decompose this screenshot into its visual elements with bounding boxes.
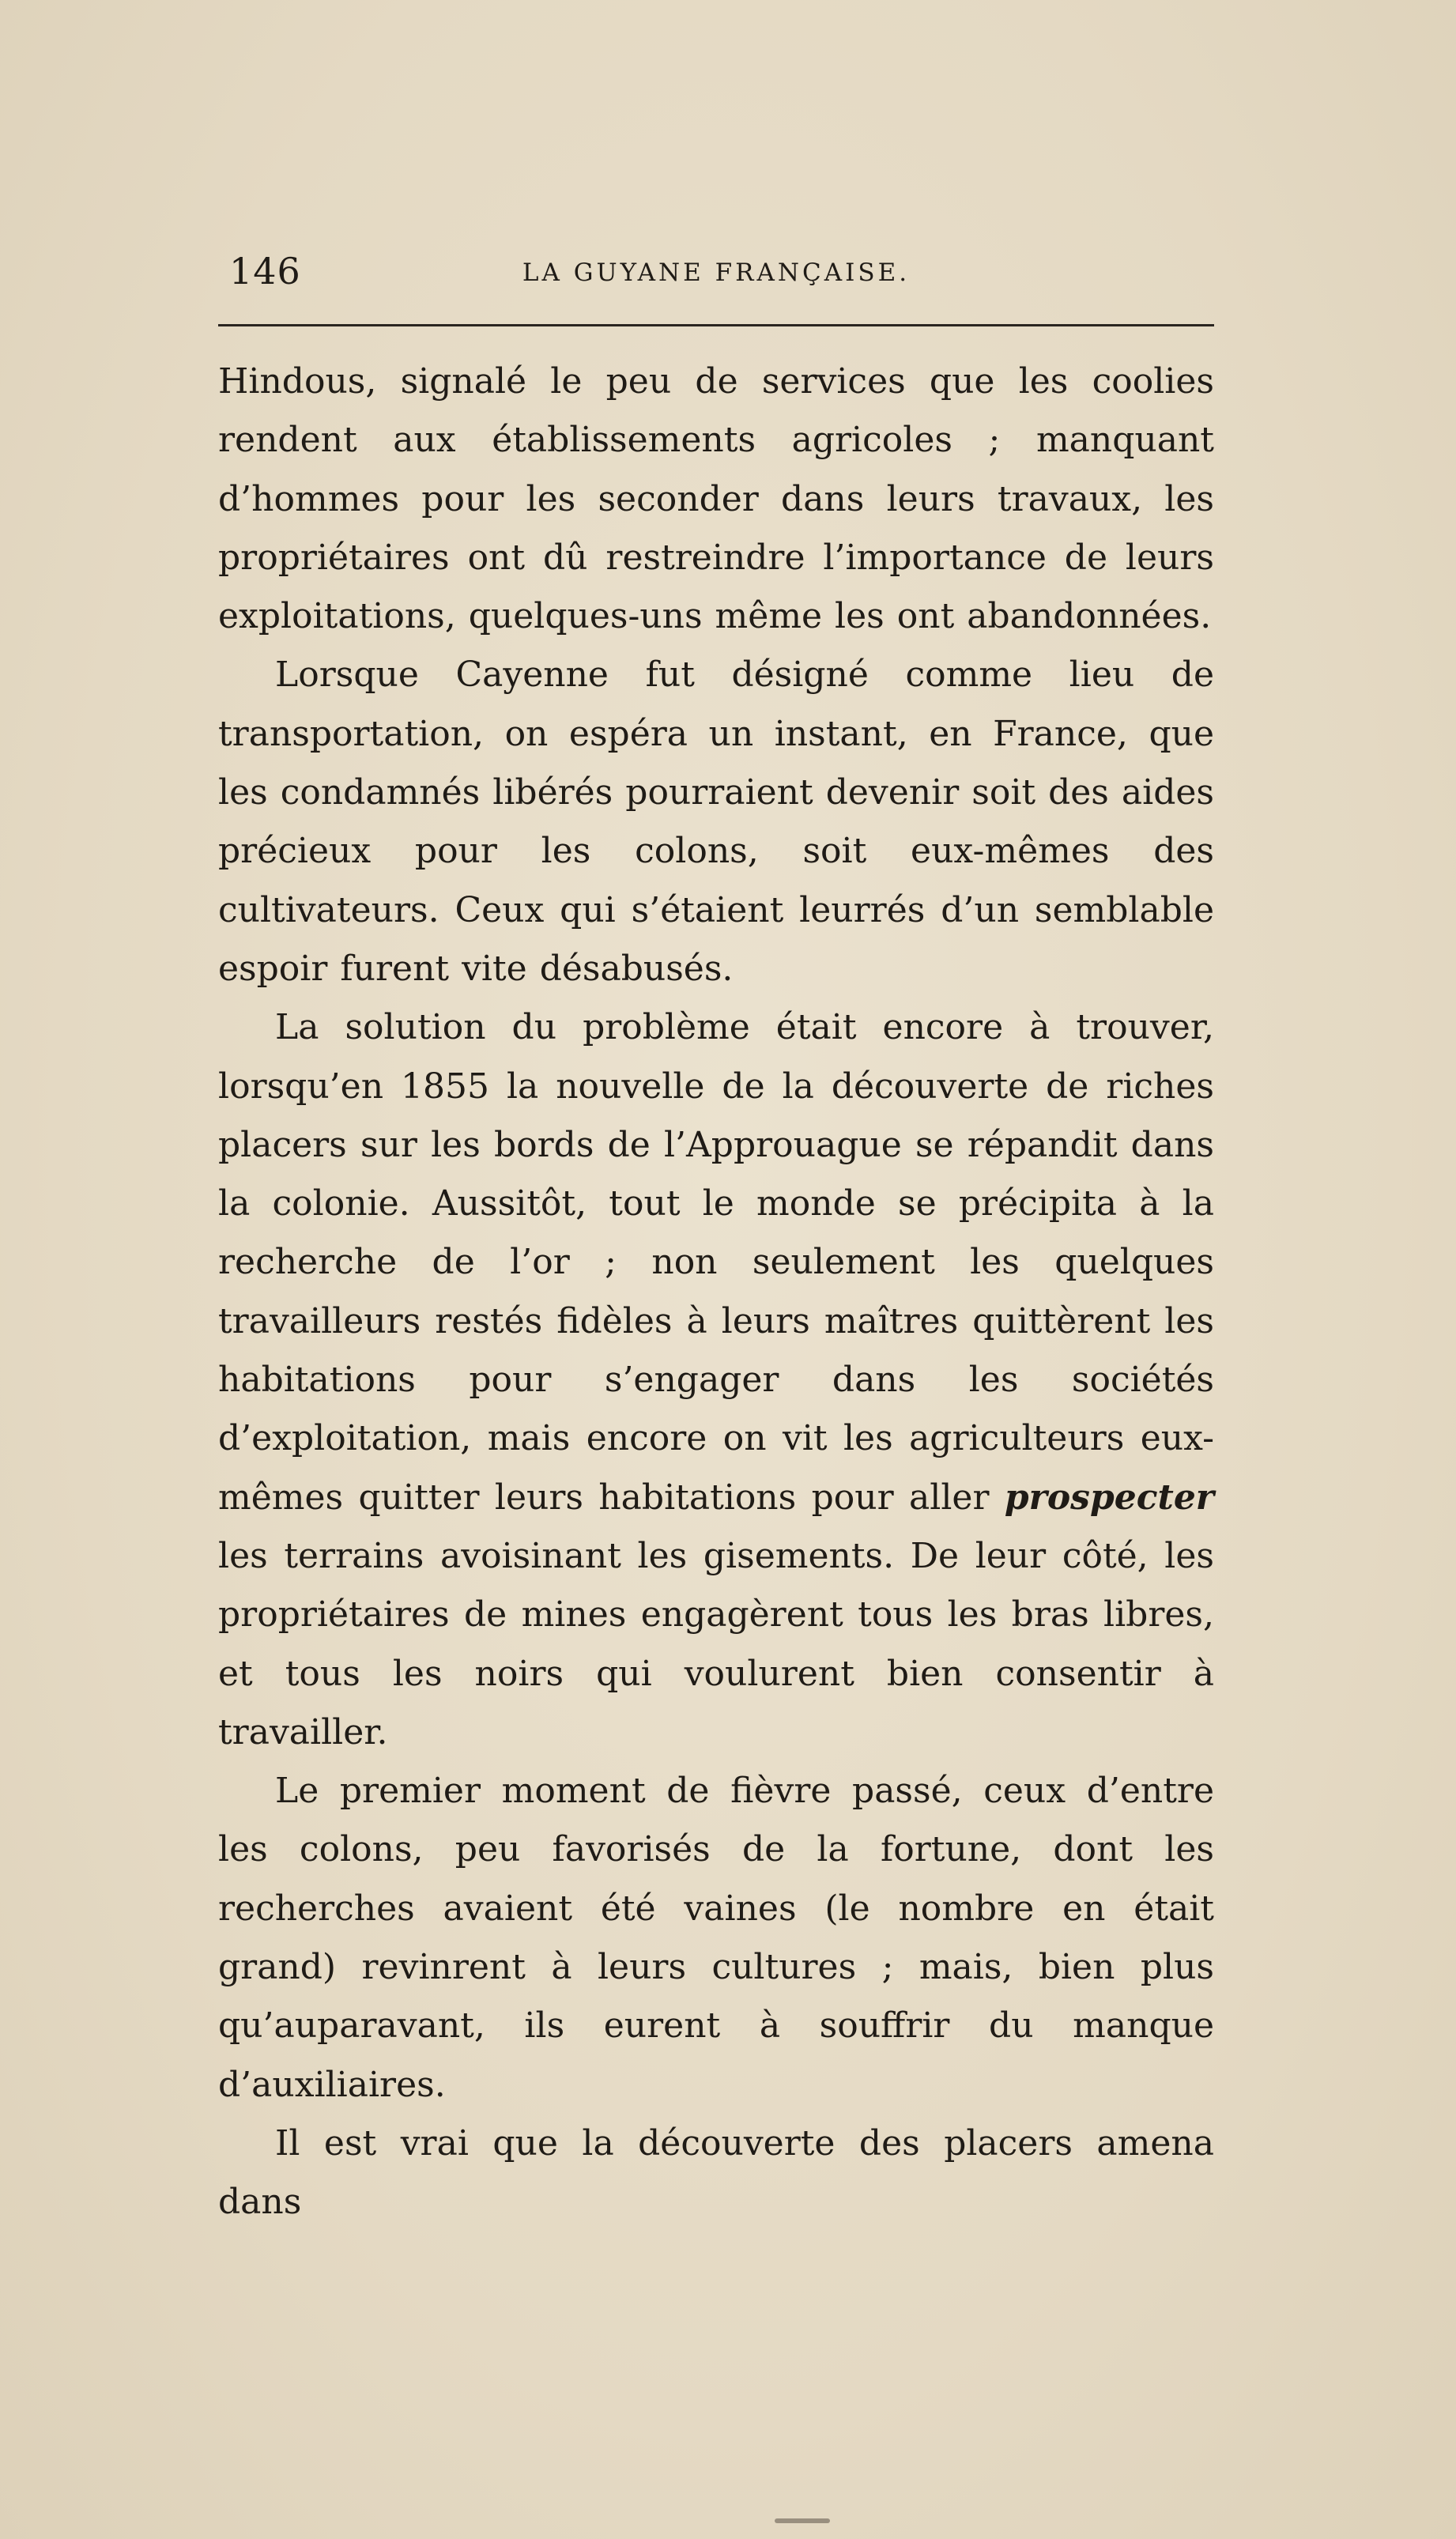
header-rule	[218, 324, 1214, 326]
emphasized-word: prospecter	[1004, 1477, 1214, 1518]
paragraph-2: Lorsque Cayenne fut désigné comme lieu de transportation, on espéra un instant, en France, que les condamnés libérés pourraient devenir soit des aides précieux pour les colons, soit eux-mêmes des cultivateurs. Ceux qui s’étaient leurrés d’un semblable espoir furent vite désabusés.	[218, 655, 1214, 989]
ink-smudge	[775, 2518, 830, 2523]
body-text	[218, 353, 1214, 2232]
paragraph-3	[218, 998, 1214, 1762]
paragraph-5: Il est vrai que la découverte des placers amena dans	[218, 2122, 1214, 2223]
paragraph-3-text-after: les terrains avoisinant les gisements. De leur côté, les propriétaires de mines engagèrent tous les bras libres, et tous les noirs qui voulurent bien consentir à travailler.	[218, 1535, 1214, 1752]
paragraph-4: Le premier moment de fièvre passé, ceux d’entre les colons, peu favorisés de la fortune, dont les recherches avaient été vaines (le nombre en était grand) revinrent à leurs cultures ; mais, bien plus qu’auparavant, ils eurent à souffrir du manque d’auxiliaires.	[218, 1771, 1214, 2105]
page-number: 146	[229, 250, 301, 292]
running-title: LA GUYANE FRANÇAISE.	[522, 258, 911, 287]
paragraph-1: Hindous, signalé le peu de services que les coolies rendent aux établissements agricoles ; manquant d’hommes pour les seconder dans leurs travaux, les propriétaires ont dû restreindre l’importance de leurs exploitations, quelques-uns même les ont abandonnées.	[218, 361, 1214, 637]
page-header	[218, 241, 1214, 304]
paragraph-3-text-before: La solution du problème était encore à trouver, lorsqu’en 1855 la nouvelle de la découverte de riches placers sur les bords de l’Approuague se répandit dans la colonie. Aussitôt, tout le monde se précipita à la recherche de l’or ; non seulement les quelques travailleurs restés fidèles à leurs maîtres quittèrent les habitations pour s’engager dans les sociétés d’exploitation, mais encore on vit les agriculteurs eux-mêmes quitter leurs habitations pour aller	[218, 1007, 1214, 1518]
